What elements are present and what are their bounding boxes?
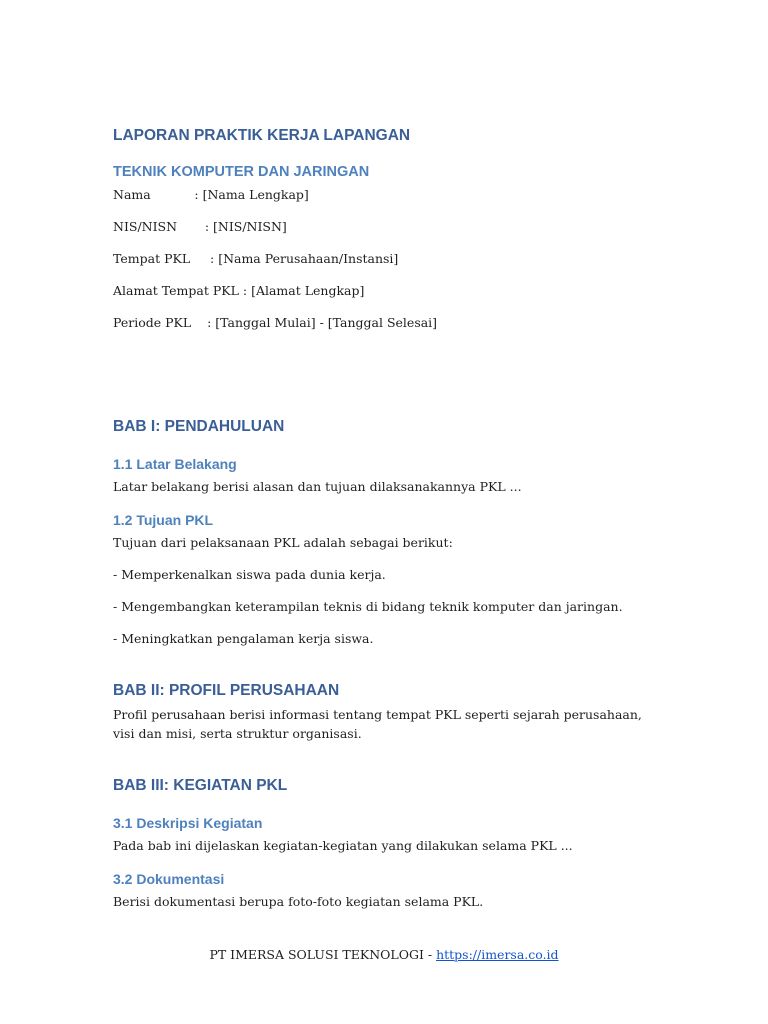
field-tempat-pkl [113, 251, 398, 266]
list-item: - Meningkatkan pengalaman kerja siswa. [113, 631, 374, 646]
bab1-heading: BAB I: PENDAHULUAN [113, 418, 285, 435]
field-value: [Alamat Lengkap] [251, 283, 365, 298]
field-separator: : [150, 187, 203, 202]
bab1-s1-text: Latar belakang berisi alasan dan tujuan dilaksanakannya PKL ... [113, 479, 522, 494]
bab3-s1-heading: 3.1 Deskripsi Kegiatan [113, 815, 263, 831]
bab1-s1-heading: 1.1 Latar Belakang [113, 456, 237, 472]
field-label: Nama [113, 187, 151, 202]
report-subtitle: TEKNIK KOMPUTER DAN JARINGAN [113, 164, 370, 180]
field-alamat [113, 283, 364, 298]
field-value: [Nama Perusahaan/Instansi] [218, 251, 399, 266]
field-label: NIS/NISN [113, 219, 178, 234]
field-separator: : [191, 315, 216, 330]
bab3-s2-heading: 3.2 Dokumentasi [113, 871, 225, 887]
bab2-text: Profil perusahaan berisi informasi tentang tempat PKL seperti sejarah perusahaan, visi dan misi, serta struktur organisasi. [113, 707, 642, 741]
bab3-s1-text: Pada bab ini dijelaskan kegiatan-kegiatan yang dilakukan selama PKL ... [113, 838, 573, 853]
field-label: Periode PKL [113, 315, 192, 330]
footer-company: PT IMERSA SOLUSI TEKNOLOGI - [209, 947, 437, 962]
field-value: [NIS/NISN] [213, 219, 287, 234]
field-label: Alamat Tempat PKL [113, 283, 239, 298]
bab3-s2-text: Berisi dokumentasi berupa foto-foto kegiatan selama PKL. [113, 894, 484, 909]
field-periode [113, 315, 437, 330]
bab2-heading: BAB II: PROFIL PERUSAHAAN [113, 682, 340, 699]
list-item: - Mengembangkan keterampilan teknis di bidang teknik komputer dan jaringan. [113, 599, 623, 614]
footer-website-link[interactable]: https://imersa.co.id [436, 947, 559, 962]
bab1-s2-heading: 1.2 Tujuan PKL [113, 512, 214, 528]
field-separator: : [190, 251, 219, 266]
field-label: Tempat PKL [113, 251, 191, 266]
field-nis [113, 219, 287, 234]
field-separator: : [238, 283, 252, 298]
field-value: [Tanggal Mulai] - [Tanggal Selesai] [215, 315, 438, 330]
report-title: LAPORAN PRAKTIK KERJA LAPANGAN [113, 127, 411, 144]
field-nama [113, 187, 309, 202]
field-separator: : [177, 219, 214, 234]
bab3-heading: BAB III: KEGIATAN PKL [113, 777, 288, 794]
field-value: [Nama Lengkap] [202, 187, 309, 202]
page-footer [0, 947, 768, 962]
bab1-s2-intro: Tujuan dari pelaksanaan PKL adalah sebagai berikut: [113, 535, 453, 550]
list-item: - Memperkenalkan siswa pada dunia kerja. [113, 567, 386, 582]
